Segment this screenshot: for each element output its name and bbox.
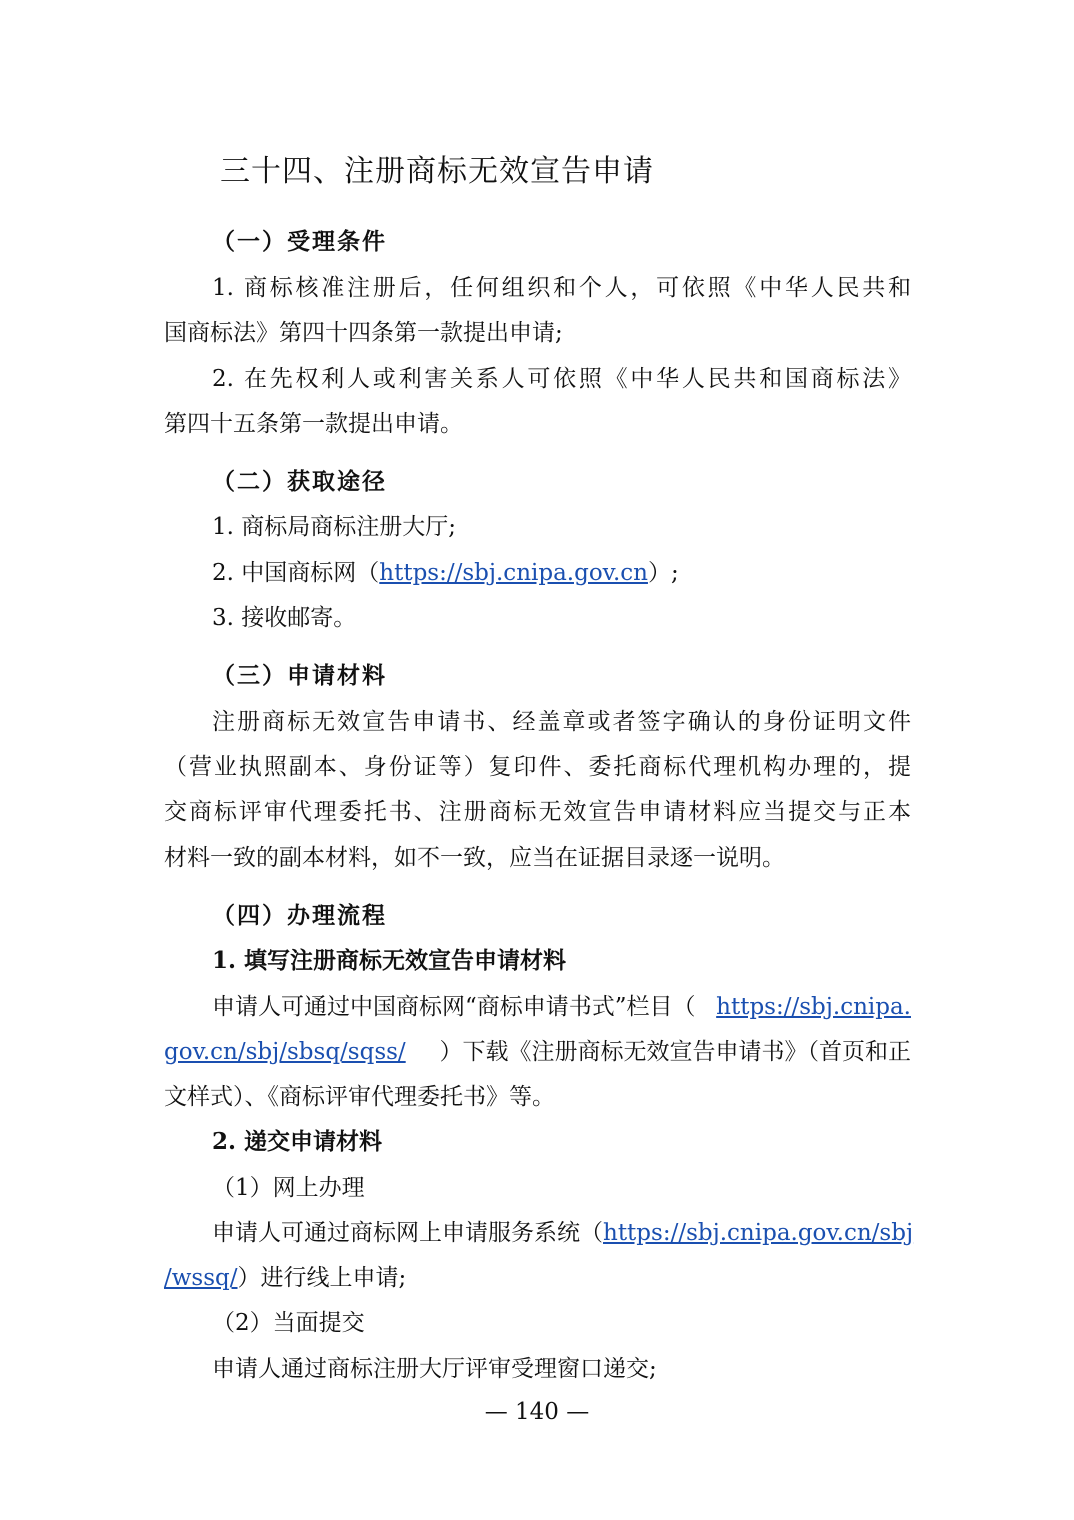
step-title: 2. 递交申请材料 <box>212 1128 383 1155</box>
section-heading-acceptance-conditions: （一）受理条件 <box>212 228 387 255</box>
list-item <box>212 556 679 590</box>
paragraph-line: 交商标评审代理委托书、注册商标无效宣告申请材料应当提交与正本 <box>164 799 911 825</box>
application-forms-link[interactable]: https://sbj.cnipa. <box>716 994 911 1020</box>
online-application-link[interactable]: https://sbj.cnipa.gov.cn/sbj <box>603 1220 914 1246</box>
paragraph-line: 材料一致的副本材料，如不一致，应当在证据目录逐一说明。 <box>164 845 785 871</box>
paragraph-line: 国商标法》第四十四条第一款提出申请; <box>164 320 563 346</box>
cnipa-website-link[interactable]: https://sbj.cnipa.gov.cn <box>379 560 648 586</box>
list-item: 3. 接收邮寄。 <box>212 605 357 631</box>
section-heading-process: （四）办理流程 <box>212 902 387 929</box>
list-item-text: 2. 中国商标网（ <box>212 560 380 586</box>
paragraph-line: 文样式）、《商标评审代理委托书》等。 <box>164 1084 555 1110</box>
sub-heading-online: （1）网上办理 <box>212 1175 365 1201</box>
paragraph-text: 申请人可通过商标网上申请服务系统（ <box>212 1220 603 1246</box>
paragraph-line: （营业执照副本、身份证等）复印件、委托商标代理机构办理的，提 <box>164 754 911 780</box>
online-application-link-continued[interactable]: /wssq/ <box>164 1265 238 1291</box>
paragraph-line <box>164 1261 406 1295</box>
step-title: 1. 填写注册商标无效宣告申请材料 <box>212 947 567 974</box>
sub-heading-in-person: （2）当面提交 <box>212 1310 365 1336</box>
list-item-text: ）; <box>647 560 679 586</box>
paragraph-line: 1. 商标核准注册后，任何组织和个人，可依照《中华人民共和 <box>212 275 911 301</box>
application-forms-link-continued[interactable]: gov.cn/sbj/sbsq/sqss/ <box>164 1039 406 1065</box>
paragraph-line <box>164 1035 911 1069</box>
page-number: — 140 — <box>484 1399 590 1425</box>
paragraph-text: ）下载《注册商标无效宣告申请书》（首页和正 <box>439 1039 911 1065</box>
section-heading-access-channels: （二）获取途径 <box>212 468 387 495</box>
list-item: 1. 商标局商标注册大厅; <box>212 514 457 540</box>
paragraph-line: 2. 在先权利人或利害关系人可依照《中华人民共和国商标法》 <box>212 366 911 392</box>
paragraph-text: 申请人可通过中国商标网“商标申请书式”栏目（ <box>212 994 696 1020</box>
section-heading-application-materials: （三）申请材料 <box>212 662 387 689</box>
paragraph-line: 申请人通过商标注册大厅评审受理窗口递交; <box>212 1356 657 1382</box>
paragraph-text: ）进行线上申请; <box>237 1265 407 1291</box>
paragraph-line <box>212 1216 914 1250</box>
paragraph-line <box>212 990 911 1024</box>
paragraph-line: 注册商标无效宣告申请书、经盖章或者签字确认的身份证明文件 <box>212 709 911 735</box>
page-title: 三十四、注册商标无效宣告申请 <box>220 154 654 189</box>
paragraph-line: 第四十五条第一款提出申请。 <box>164 411 463 437</box>
